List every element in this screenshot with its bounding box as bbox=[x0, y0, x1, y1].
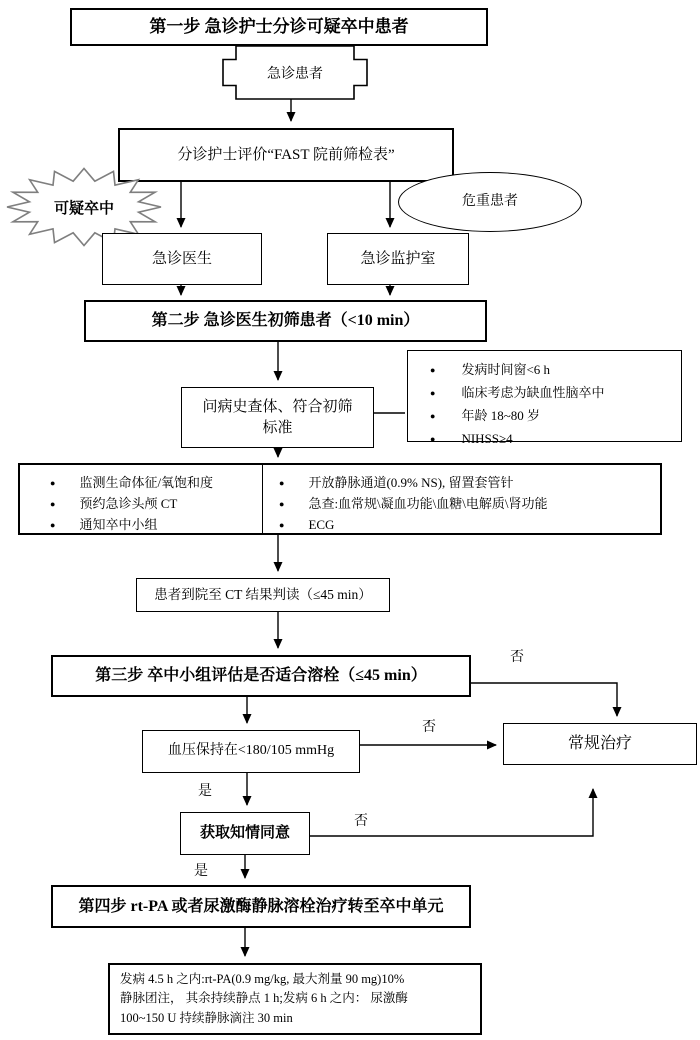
edge-label-no-step3: 否 bbox=[508, 646, 526, 666]
criteria-text: 年龄 18~80 岁 bbox=[461, 408, 540, 423]
actions-box bbox=[18, 463, 662, 535]
bullet-icon: ● bbox=[50, 478, 56, 488]
action-item bbox=[50, 515, 262, 536]
patient-label: 急诊患者 bbox=[267, 66, 323, 82]
critical-ellipse: 危重患者 bbox=[398, 172, 582, 232]
step3-box: 第三步 卒中小组评估是否适合溶栓（≤45 min） bbox=[51, 655, 471, 697]
history-line2: 标准 bbox=[262, 419, 293, 436]
edge-label-no-consent: 否 bbox=[352, 810, 370, 830]
bullet-icon: ● bbox=[279, 478, 285, 488]
bullet-icon: ● bbox=[50, 499, 56, 509]
actions-left-column bbox=[20, 465, 263, 533]
bullet-icon: ● bbox=[430, 434, 436, 444]
action-item bbox=[279, 494, 660, 515]
action-item bbox=[50, 494, 262, 515]
bullet-icon: ● bbox=[430, 411, 436, 421]
criteria-item bbox=[430, 382, 604, 405]
action-item bbox=[50, 473, 262, 494]
action-text: 急查:血常规\凝血功能\血糖\电解质\肾功能 bbox=[308, 496, 548, 511]
bp-box: 血压保持在<180/105 mmHg bbox=[142, 730, 360, 773]
bullet-icon: ● bbox=[50, 520, 56, 530]
criteria-item bbox=[430, 405, 540, 428]
criteria-text: 临床考虑为缺血性脑卒中 bbox=[461, 385, 605, 400]
ct-box: 患者到院至 CT 结果判读（≤45 min） bbox=[136, 578, 390, 612]
action-text: ECG bbox=[308, 517, 335, 532]
edge-label-yes-consent: 是 bbox=[192, 860, 210, 880]
step2-box: 第二步 急诊医生初筛患者（<10 min） bbox=[84, 300, 487, 342]
consent-box: 获取知情同意 bbox=[180, 812, 310, 855]
protocol-line: 静脉团注， 其余持续静点 1 h;发病 6 h 之内： 尿激酶 bbox=[120, 991, 408, 1006]
bullet-icon: ● bbox=[430, 388, 436, 398]
routine-treatment-box: 常规治疗 bbox=[503, 723, 697, 765]
edge-label-yes-bp: 是 bbox=[196, 780, 214, 800]
history-box bbox=[181, 387, 374, 448]
patient-shape bbox=[222, 45, 368, 100]
history-line1: 问病史查体、符合初筛 bbox=[202, 399, 353, 416]
protocol-line: 发病 4.5 h 之内:rt-PA(0.9 mg/kg, 最大剂量 90 mg)10% bbox=[120, 972, 405, 986]
action-text: 预约急诊头颅 CT bbox=[79, 496, 178, 511]
action-text: 通知卒中小组 bbox=[79, 517, 158, 532]
bullet-icon: ● bbox=[279, 520, 285, 530]
fast-screen-box: 分诊护士评价“FAST 院前筛检表” bbox=[118, 128, 454, 182]
arrow-step3-no-to-routine bbox=[471, 683, 617, 716]
action-item bbox=[279, 515, 660, 536]
criteria-item bbox=[430, 428, 513, 451]
criteria-text: NIHSS≥4 bbox=[461, 431, 513, 446]
er-doctor-box: 急诊医生 bbox=[102, 233, 262, 285]
actions-right-column bbox=[263, 465, 660, 533]
criteria-text: 发病时间窗<6 h bbox=[461, 362, 551, 377]
criteria-item bbox=[430, 359, 550, 382]
er-icu-box: 急诊监护室 bbox=[327, 233, 469, 285]
action-item bbox=[279, 473, 660, 494]
protocol-line: 100~150 U 持续静脉滴注 30 min bbox=[120, 1010, 293, 1025]
criteria-box bbox=[407, 350, 682, 446]
action-text: 开放静脉通道(0.9% NS), 留置套管针 bbox=[308, 475, 514, 490]
step1-box: 第一步 急诊护士分诊可疑卒中患者 bbox=[70, 8, 488, 46]
action-text: 监测生命体征/氧饱和度 bbox=[79, 475, 214, 490]
suspect-label: 可疑卒中 bbox=[53, 200, 114, 217]
bullet-icon: ● bbox=[279, 499, 285, 509]
protocol-box bbox=[108, 963, 482, 1035]
bullet-icon: ● bbox=[430, 365, 436, 375]
edge-label-no-bp: 否 bbox=[420, 716, 438, 736]
step4-box: 第四步 rt-PA 或者尿激酶静脉溶栓治疗转至卒中单元 bbox=[51, 885, 471, 928]
